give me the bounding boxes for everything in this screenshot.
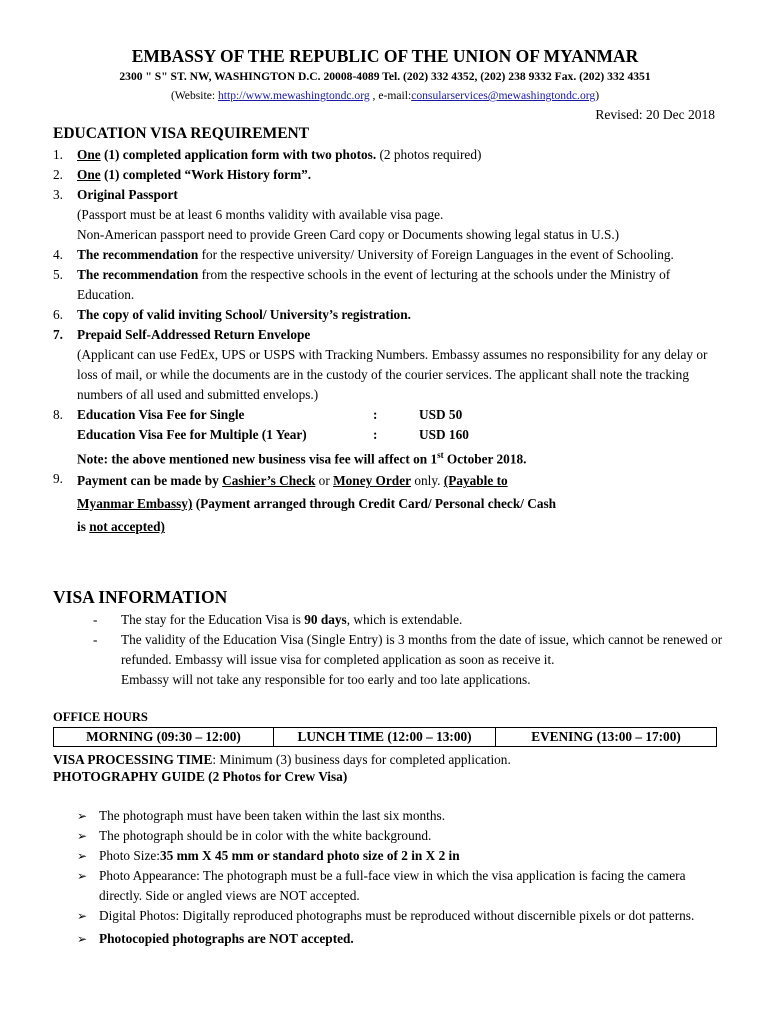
list-item: 3. Original Passport (Passport must be at least 6 months validity with available visa page. Non-American passport need to provide Green Card copy or Documents showing legal status in U.S.) (53, 187, 620, 242)
visa-info-list (93, 610, 723, 690)
list-item: ➢ Photocopied photographs are NOT accepted. (77, 929, 723, 949)
list-item: 7. Prepaid Self-Addressed Return Envelope (Applicant can use FedEx, UPS or USPS with Tracking Numbers. Embassy assumes no responsibility for any delay or loss of mail, or while the documents are in the custody of the courier services. The applicant shall note the tracking numbers of all used and submitted envelops.) (53, 327, 708, 402)
visa-info-heading: VISA INFORMATION (53, 587, 228, 607)
arrow-bullet-icon: ➢ (77, 809, 88, 823)
list-item: - The validity of the Education Visa (Single Entry) is 3 months from the date of issue, which cannot be renewed or refunded. Embassy will issue visa for completed application as soon as receive it. Embassy will not take any responsible for too early and too late applications. (93, 632, 723, 687)
office-hours-table (53, 727, 717, 747)
embassy-title: EMBASSY OF THE REPUBLIC OF THE UNION OF MYANMAR (131, 46, 639, 66)
embassy-address: 2300 " S" ST. NW, WASHINGTON D.C. 20008-4089 Tel. (202) 332 4352, (202) 238 9332 Fax. (202) 332 4351 (119, 70, 651, 83)
list-item: ➢ Digital Photos: Digitally reproduced photographs must be reproduced without discernible pixels or dot patterns. (77, 906, 723, 926)
list-item: ➢ The photograph should be in color with the white background. (77, 826, 723, 846)
list-item: 4. The recommendation for the respective university/ University of Foreign Languages in the event of Schooling. (53, 247, 674, 262)
fee-note: Note: the above mentioned new business visa fee will affect on 1st October 2018. (77, 450, 527, 467)
photo-guide-heading: PHOTOGRAPHY GUIDE (2 Photos for Crew Visa) (53, 769, 348, 784)
office-hours-heading: OFFICE HOURS (53, 710, 148, 724)
fee-row-single: Education Visa Fee for Single : USD 50 (77, 407, 463, 422)
processing-time: VISA PROCESSING TIME: Minimum (3) business days for completed application. (53, 752, 511, 767)
list-item: 5. The recommendation from the respective schools in the event of lecturing at the schools under the Ministry of Education. (53, 267, 671, 302)
website-line: (Website: http://www.mewashingtondc.org , e-mail:consularservices@mewashingtondc.org) (170, 89, 600, 102)
list-item: ➢ The photograph must have been taken within the last six months. (77, 806, 723, 826)
list-item: 2. One (1) completed “Work History form”. (53, 167, 312, 182)
website-link[interactable]: http://www.mewashingtondc.org (217, 89, 370, 102)
requirements-heading: EDUCATION VISA REQUIREMENT (53, 125, 310, 142)
list-item: - The stay for the Education Visa is 90 days, which is extendable. (93, 612, 463, 627)
fee-row-multiple: Education Visa Fee for Multiple (1 Year) : USD 160 (77, 427, 469, 442)
lunch-hours: LUNCH TIME (12:00 – 13:00) (274, 728, 496, 746)
arrow-bullet-icon: ➢ (77, 869, 88, 883)
email-link[interactable]: consularservices@mewashingtondc.org (411, 89, 596, 102)
arrow-bullet-icon: ➢ (77, 909, 88, 923)
arrow-bullet-icon: ➢ (77, 849, 88, 863)
morning-hours: MORNING (09:30 – 12:00) (54, 728, 274, 746)
revised-date: Revised: 20 Dec 2018 (595, 107, 715, 122)
list-item: 9. Payment can be made by Cashier’s Check or Money Order only. (Payable to Myanmar Embassy) (Payment arranged through Credit Card/ Personal check/ Cash is not accepted) (53, 471, 557, 535)
list-item: 6. The copy of valid inviting School/ University’s registration. (53, 307, 411, 322)
requirements-list (53, 145, 723, 538)
list-item: ➢ Photo Appearance: The photograph must be a full-face view in which the visa application is facing the camera directly. Side or angled views are NOT accepted. (77, 866, 723, 906)
arrow-bullet-icon: ➢ (77, 829, 88, 843)
list-item: 1. One (1) completed application form with two photos. (2 photos required) (53, 147, 482, 162)
arrow-bullet-icon: ➢ (77, 932, 88, 946)
evening-hours: EVENING (13:00 – 17:00) (531, 729, 681, 744)
photo-guide-list (77, 806, 723, 949)
list-item: 8. Education Visa Fee for Single : USD 50 Education Visa Fee for Multiple (1 Year) : USD 160 Note: the above mentioned new business visa fee will affect on 1st October 2018. (53, 405, 723, 469)
list-item: ➢ Photo Size:35 mm X 45 mm or standard photo size of 2 in X 2 in (77, 846, 723, 866)
